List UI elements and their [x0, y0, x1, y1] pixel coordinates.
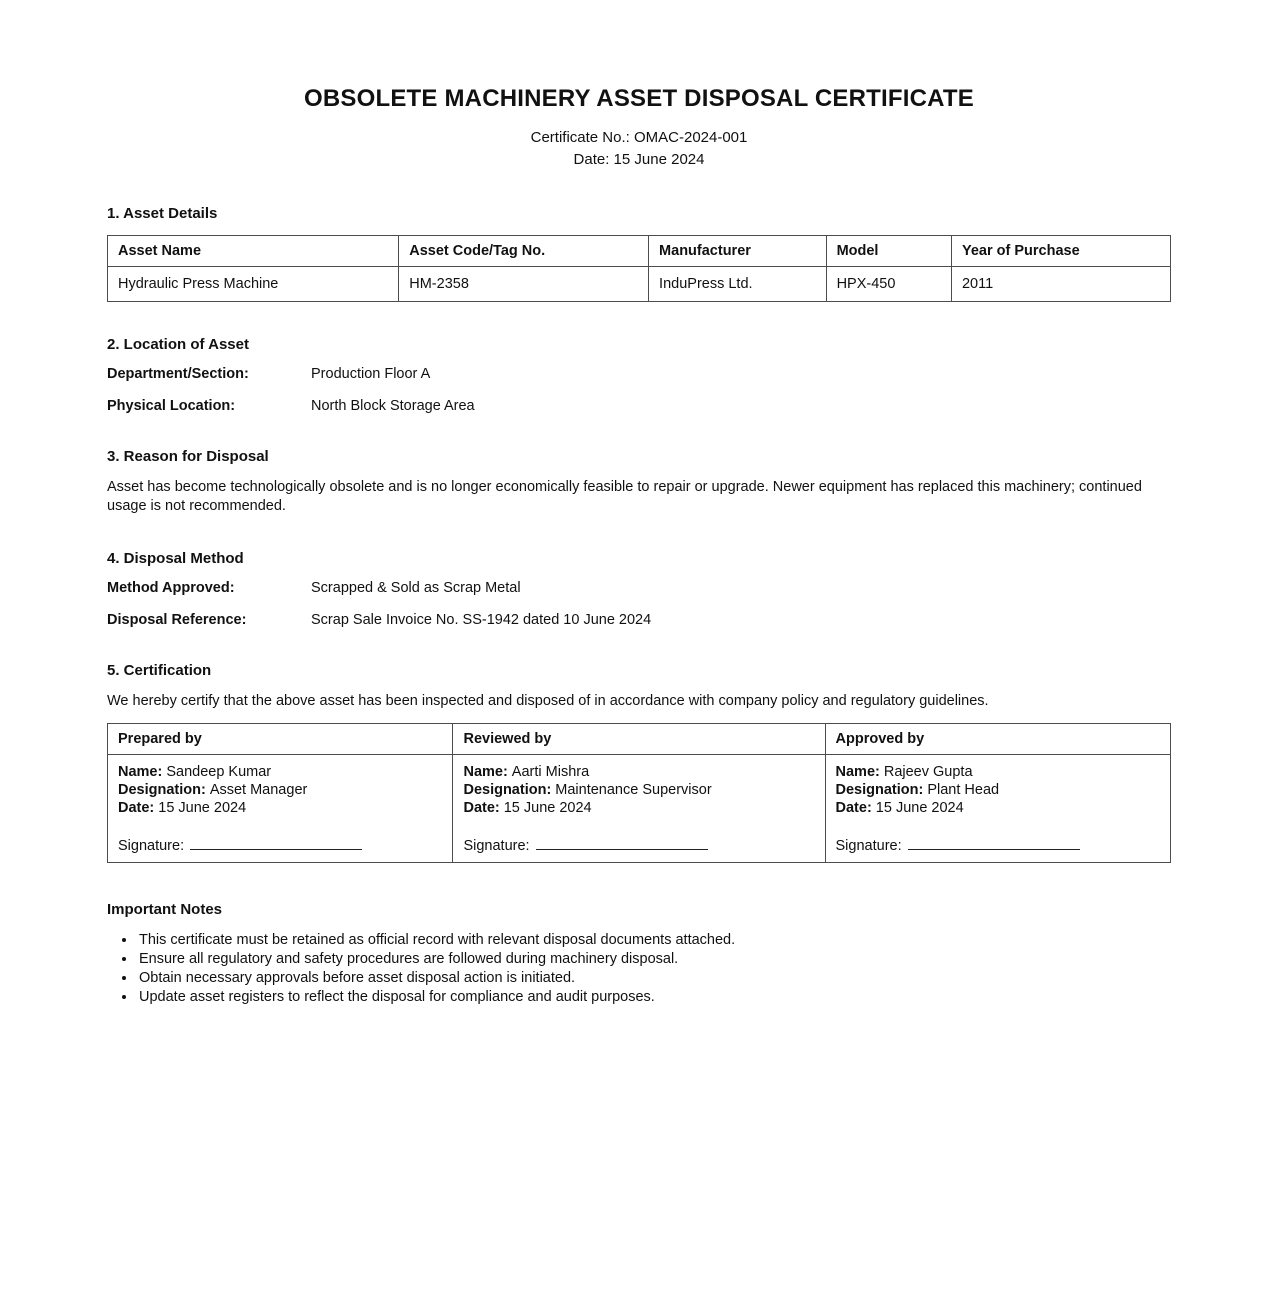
name-label: Name: [835, 764, 880, 780]
name-label: Name: [118, 764, 163, 780]
certification-text: We hereby certify that the above asset has been inspected and disposed of in accordance with company policy and regulatory guidelines. [107, 693, 989, 709]
certificate-number: Certificate No.: OMAC-2024-001 [530, 129, 748, 146]
col-header-manufacturer: Manufacturer [649, 236, 827, 267]
designation-label: Designation: [463, 782, 552, 798]
cell-year: 2011 [951, 267, 1170, 302]
signature-label: Signature: [835, 838, 902, 854]
note-item: • Ensure all regulatory and safety procedures are followed during machinery disposal. [137, 950, 1171, 969]
cell-model: HPX-450 [826, 267, 951, 302]
field-row-method-approved [107, 580, 1171, 596]
approved-name-line [836, 763, 1160, 781]
certification-header-row [108, 724, 1171, 755]
name-value: Aarti Mishra [511, 764, 590, 780]
date-label: Date: [835, 800, 872, 816]
reviewed-name-line [463, 763, 814, 781]
cell-manufacturer: InduPress Ltd. [649, 267, 827, 302]
col-header-year: Year of Purchase [951, 236, 1170, 267]
asset-table-data-row [108, 267, 1171, 302]
field-value-physical-location: North Block Storage Area [311, 398, 475, 414]
signature-label: Signature: [118, 838, 185, 854]
col-header-reviewed-by: Reviewed by [453, 724, 825, 755]
asset-table-header-row [108, 236, 1171, 267]
col-header-model: Model [826, 236, 951, 267]
designation-label: Designation: [835, 782, 924, 798]
field-label-department: Department/Section: [107, 366, 249, 382]
col-header-asset-code: Asset Code/Tag No. [399, 236, 649, 267]
date-value: 15 June 2024 [503, 800, 592, 816]
col-header-approved-by: Approved by [825, 724, 1170, 755]
reviewed-signature-row [463, 836, 814, 854]
signature-line [190, 836, 362, 850]
asset-details-table [107, 235, 1171, 302]
certification-cell-approved [825, 755, 1170, 863]
prepared-signature-row [118, 836, 442, 854]
field-row-department [107, 366, 1171, 382]
signature-line [536, 836, 708, 850]
certificate-date: Date: 15 June 2024 [573, 151, 705, 168]
name-value: Rajeev Gupta [883, 764, 973, 780]
field-row-disposal-reference [107, 612, 1171, 628]
note-item: • This certificate must be retained as official record with relevant disposal documents attached. [137, 931, 1171, 950]
field-value-department: Production Floor A [311, 366, 431, 382]
col-header-prepared-by: Prepared by [108, 724, 453, 755]
reviewed-date-line [463, 799, 814, 817]
field-label-method-approved: Method Approved: [107, 580, 235, 596]
designation-value: Maintenance Supervisor [555, 782, 712, 798]
reviewed-designation-line [463, 781, 814, 799]
approved-designation-line [836, 781, 1160, 799]
date-value: 15 June 2024 [158, 800, 247, 816]
page-title: OBSOLETE MACHINERY ASSET DISPOSAL CERTIFICATE [304, 85, 974, 112]
signature-line [908, 836, 1080, 850]
note-item: • Update asset registers to reflect the disposal for compliance and audit purposes. [137, 988, 1171, 1007]
certification-table [107, 723, 1171, 863]
section-heading-asset-details: 1. Asset Details [107, 205, 218, 222]
cell-asset-name: Hydraulic Press Machine [108, 267, 399, 302]
field-label-disposal-reference: Disposal Reference: [107, 612, 247, 628]
field-value-disposal-reference: Scrap Sale Invoice No. SS-1942 dated 10 June 2024 [311, 612, 652, 628]
signature-label: Signature: [463, 838, 530, 854]
notes-heading: Important Notes [107, 901, 223, 918]
approved-signature-row [836, 836, 1160, 854]
certification-cell-reviewed [453, 755, 825, 863]
date-value: 15 June 2024 [875, 800, 964, 816]
field-row-physical-location [107, 398, 1171, 414]
reason-text: Asset has become technologically obsolete and is no longer economically feasible to repair or upgrade. Newer equipment has replaced this machinery; continued usage is not recommended. [107, 479, 1142, 514]
notes-list [137, 931, 1171, 1007]
prepared-date-line [118, 799, 442, 817]
certification-cell-prepared [108, 755, 453, 863]
section-heading-reason: 3. Reason for Disposal [107, 448, 269, 465]
field-label-physical-location: Physical Location: [107, 398, 236, 414]
col-header-asset-name: Asset Name [108, 236, 399, 267]
date-label: Date: [463, 800, 500, 816]
name-value: Sandeep Kumar [166, 764, 272, 780]
date-label: Date: [118, 800, 155, 816]
designation-label: Designation: [118, 782, 206, 798]
prepared-name-line [118, 763, 442, 781]
designation-value: Asset Manager [209, 782, 308, 798]
section-heading-certification: 5. Certification [107, 662, 212, 679]
note-item: • Obtain necessary approvals before asset disposal action is initiated. [137, 969, 1171, 988]
section-heading-disposal-method: 4. Disposal Method [107, 550, 244, 567]
certification-body-row [108, 755, 1171, 863]
section-heading-location: 2. Location of Asset [107, 336, 249, 353]
designation-value: Plant Head [927, 782, 1000, 798]
prepared-designation-line [118, 781, 442, 799]
approved-date-line [836, 799, 1160, 817]
cell-asset-code: HM-2358 [399, 267, 649, 302]
name-label: Name: [463, 764, 508, 780]
field-value-method-approved: Scrapped & Sold as Scrap Metal [311, 580, 521, 596]
